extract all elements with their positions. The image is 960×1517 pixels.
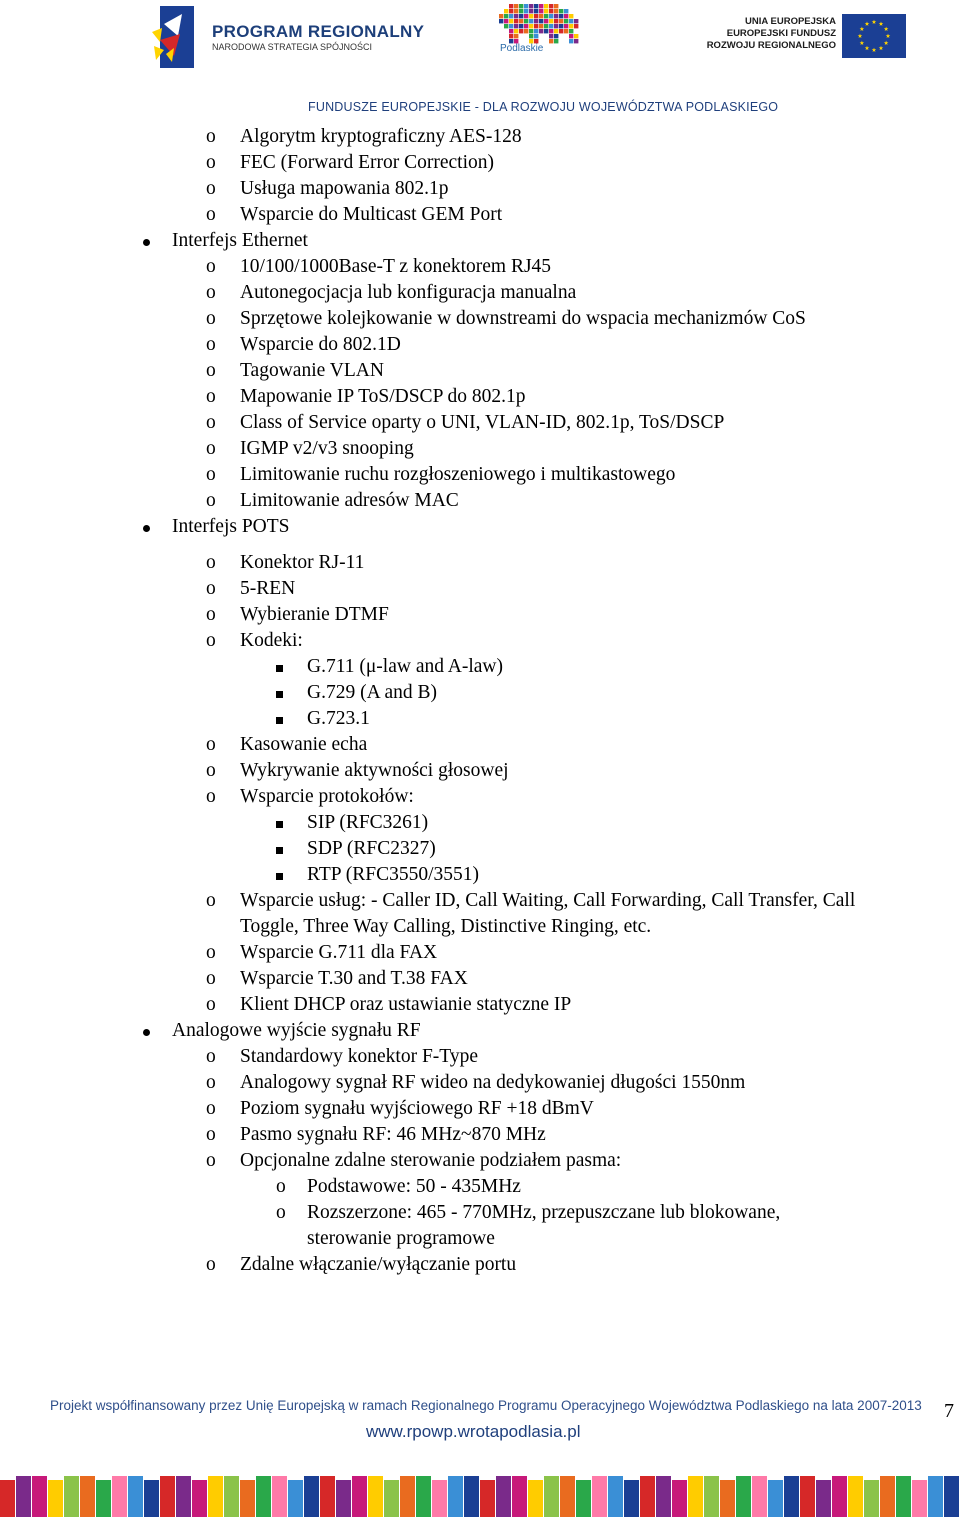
circle-bullet-marker: o bbox=[206, 178, 216, 199]
program-regionalny-logo-icon bbox=[152, 6, 202, 68]
eu-flag-icon bbox=[842, 14, 906, 58]
page-header bbox=[0, 0, 960, 120]
item-text: Sprzętowe kolejkowanie w downstreami do wspacia mechanizmów CoS bbox=[240, 308, 806, 329]
circle-bullet-marker: o bbox=[206, 334, 216, 355]
circle-bullet-marker: o bbox=[276, 1202, 286, 1223]
item-text: Algorytm kryptograficzny AES-128 bbox=[240, 126, 522, 147]
circle-bullet-marker: o bbox=[206, 1046, 216, 1067]
circle-bullet-marker: o bbox=[206, 412, 216, 433]
item-text: Wsparcie do 802.1D bbox=[240, 334, 401, 355]
item-text: SIP (RFC3261) bbox=[307, 812, 429, 833]
circle-bullet-marker: o bbox=[206, 786, 216, 807]
item-text: Zdalne włączanie/wyłączanie portu bbox=[240, 1254, 517, 1275]
circle-bullet-marker: o bbox=[206, 204, 216, 225]
circle-bullet-marker: o bbox=[206, 760, 216, 781]
circle-bullet-marker: o bbox=[206, 942, 216, 963]
funds-line: FUNDUSZE EUROPEJSKIE - DLA ROZWOJU WOJEWÓDZTWA PODLASKIEGO bbox=[308, 100, 779, 114]
item-text: Wybieranie DTMF bbox=[240, 604, 389, 625]
circle-bullet-marker: o bbox=[206, 464, 216, 485]
item-text: Wsparcie T.30 and T.38 FAX bbox=[240, 968, 468, 989]
item-text: Limitowanie ruchu rozgłoszeniowego i multikastowego bbox=[240, 464, 676, 485]
circle-bullet-marker: o bbox=[206, 126, 216, 147]
circle-bullet-marker: o bbox=[206, 890, 216, 911]
region-label: Podlaskie bbox=[500, 43, 544, 54]
item-text: Usługa mapowania 802.1p bbox=[240, 178, 449, 199]
item-text: 5-REN bbox=[240, 578, 296, 599]
square-bullet-icon bbox=[276, 654, 283, 680]
item-text: 10/100/1000Base-T z konektorem RJ45 bbox=[240, 256, 552, 277]
circle-bullet-marker: o bbox=[206, 1150, 216, 1171]
item-text: Wsparcie G.711 dla FAX bbox=[240, 942, 438, 963]
item-text: Rozszerzone: 465 - 770MHz, przepuszczane lub blokowane, bbox=[307, 1202, 781, 1223]
item-text: Wykrywanie aktywności głosowej bbox=[240, 760, 509, 781]
item-text: Opcjonalne zdalne sterowanie podziałem pasma: bbox=[240, 1150, 622, 1171]
circle-bullet-marker: o bbox=[276, 1176, 286, 1197]
item-text: Class of Service oparty o UNI, VLAN-ID, 802.1p, ToS/DSCP bbox=[240, 412, 725, 433]
item-text: G.723.1 bbox=[307, 708, 370, 729]
decorative-color-bar bbox=[0, 1476, 960, 1517]
bullet-dot-icon bbox=[143, 228, 150, 254]
item-text: SDP (RFC2327) bbox=[307, 838, 436, 859]
circle-bullet-marker: o bbox=[206, 386, 216, 407]
item-text: Standardowy konektor F-Type bbox=[240, 1046, 479, 1067]
circle-bullet-marker: o bbox=[206, 552, 216, 573]
item-text: Pasmo sygnału RF: 46 MHz~870 MHz bbox=[240, 1124, 546, 1145]
circle-bullet-marker: o bbox=[206, 1098, 216, 1119]
item-text: RTP (RFC3550/3551) bbox=[307, 864, 480, 885]
circle-bullet-marker: o bbox=[206, 604, 216, 625]
item-text: Wsparcie do Multicast GEM Port bbox=[240, 204, 503, 225]
square-bullet-icon bbox=[276, 862, 283, 888]
item-text: Kodeki: bbox=[240, 630, 303, 651]
circle-bullet-marker: o bbox=[206, 438, 216, 459]
square-bullet-icon bbox=[276, 680, 283, 706]
item-text: Wsparcie usług: - Caller ID, Call Waiting, Call Forwarding, Call Transfer, Call bbox=[240, 890, 856, 911]
square-bullet-icon bbox=[276, 706, 283, 732]
footer-project-line: Projekt współfinansowany przez Unię Europejską w ramach Regionalnego Programu Operacyjnego Województwa Podlaskiego na lata 2007-2013 bbox=[50, 1398, 922, 1413]
circle-bullet-marker: o bbox=[206, 256, 216, 277]
eu-line-2: EUROPEJSKI FUNDUSZ bbox=[726, 28, 836, 39]
item-text: Toggle, Three Way Calling, Distinctive Ringing, etc. bbox=[240, 916, 652, 937]
circle-bullet-marker: o bbox=[206, 630, 216, 651]
square-bullet-icon bbox=[276, 810, 283, 836]
item-text: Interfejs POTS bbox=[172, 516, 290, 537]
square-bullet-icon bbox=[276, 836, 283, 862]
item-text: Autonegocjacja lub konfiguracja manualna bbox=[240, 282, 577, 303]
circle-bullet-marker: o bbox=[206, 360, 216, 381]
eu-line-3: ROZWOJU REGIONALNEGO bbox=[706, 40, 836, 51]
item-text: Konektor RJ-11 bbox=[240, 552, 365, 573]
eu-line-1: UNIA EUROPEJSKA bbox=[745, 16, 836, 27]
circle-bullet-marker: o bbox=[206, 1124, 216, 1145]
item-text: Analogowe wyjście sygnału RF bbox=[172, 1020, 421, 1041]
item-text: Wsparcie protokołów: bbox=[240, 786, 414, 807]
circle-bullet-marker: o bbox=[206, 734, 216, 755]
circle-bullet-marker: o bbox=[206, 1072, 216, 1093]
circle-bullet-marker: o bbox=[206, 968, 216, 989]
item-text: Tagowanie VLAN bbox=[240, 360, 384, 381]
item-text: Analogowy sygnał RF wideo na dedykowaniej długości 1550nm bbox=[240, 1072, 746, 1093]
item-text: Poziom sygnału wyjściowego RF +18 dBmV bbox=[240, 1098, 594, 1119]
circle-bullet-marker: o bbox=[206, 1254, 216, 1275]
eu-label bbox=[700, 16, 836, 52]
circle-bullet-marker: o bbox=[206, 490, 216, 511]
bullet-dot-icon bbox=[143, 514, 150, 540]
circle-bullet-marker: o bbox=[206, 578, 216, 599]
program-subtitle: NARODOWA STRATEGIA SPÓJNOŚCI bbox=[212, 42, 373, 52]
item-text: IGMP v2/v3 snooping bbox=[240, 438, 414, 459]
item-text: Klient DHCP oraz ustawianie statyczne IP bbox=[240, 994, 572, 1015]
circle-bullet-marker: o bbox=[206, 282, 216, 303]
page-number: 7 bbox=[944, 1400, 954, 1422]
item-text: G.711 (μ-law and A-law) bbox=[307, 656, 504, 677]
footer-url: www.rpowp.wrotapodlasia.pl bbox=[366, 1422, 581, 1441]
circle-bullet-marker: o bbox=[206, 994, 216, 1015]
circle-bullet-marker: o bbox=[206, 308, 216, 329]
item-text: Podstawowe: 50 - 435MHz bbox=[307, 1176, 521, 1197]
item-text: Limitowanie adresów MAC bbox=[240, 490, 459, 511]
item-text: G.729 (A and B) bbox=[307, 682, 437, 703]
circle-bullet-marker: o bbox=[206, 152, 216, 173]
item-text: Mapowanie IP ToS/DSCP do 802.1p bbox=[240, 386, 526, 407]
program-title: PROGRAM REGIONALNY bbox=[212, 22, 425, 41]
bullet-dot-icon bbox=[143, 1018, 150, 1044]
item-text: Interfejs Ethernet bbox=[172, 230, 308, 251]
item-text: sterowanie programowe bbox=[307, 1228, 495, 1249]
item-text: Kasowanie echa bbox=[240, 734, 368, 755]
item-text: FEC (Forward Error Correction) bbox=[240, 152, 494, 173]
